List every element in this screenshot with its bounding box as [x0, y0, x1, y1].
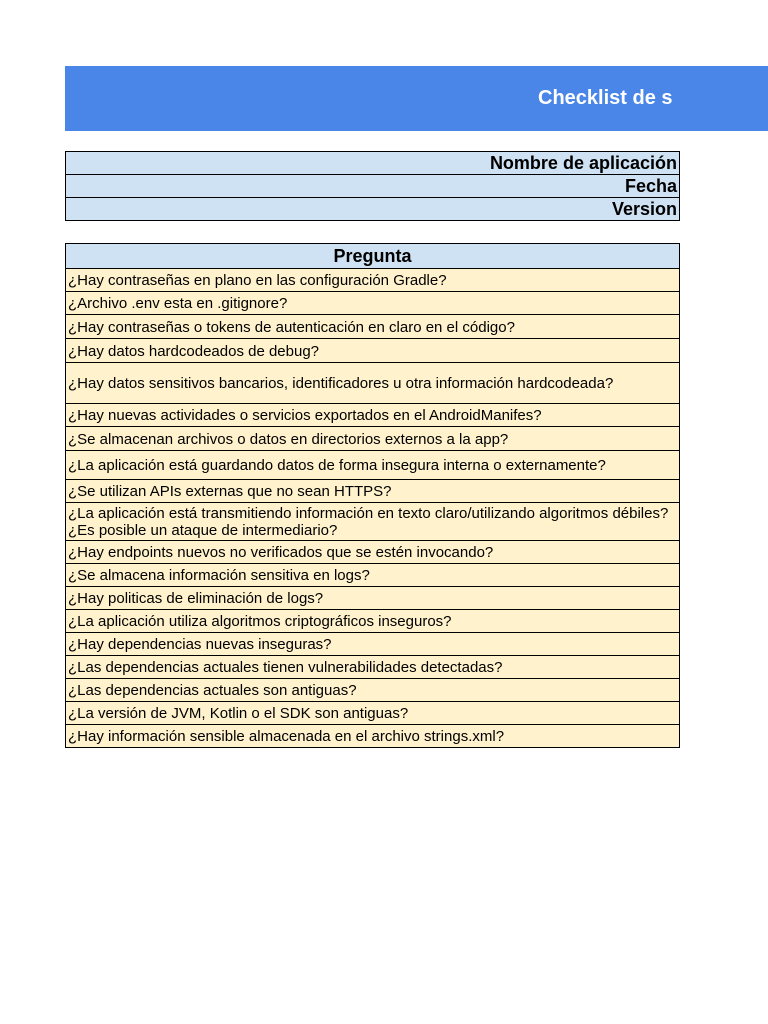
table-row	[66, 656, 680, 679]
table-row	[66, 269, 680, 292]
table-row	[66, 541, 680, 564]
table-row	[66, 503, 680, 541]
sheet-title: Checklist de s	[538, 87, 673, 109]
question-cell: ¿La aplicación está guardando datos de forma insegura interna o externamente?	[66, 451, 680, 480]
info-row-date	[66, 175, 680, 198]
info-label-date: Fecha	[66, 175, 680, 198]
table-row	[66, 480, 680, 503]
question-cell: ¿Las dependencias actuales tienen vulnerabilidades detectadas?	[66, 656, 680, 679]
question-cell: ¿Hay contraseñas en plano en las configuración Gradle?	[66, 269, 680, 292]
question-cell: ¿La aplicación está transmitiendo información en texto claro/utilizando algoritmos débiles? ¿Es posible un ataque de intermediario?	[66, 503, 680, 541]
question-cell: ¿Las dependencias actuales son antiguas?	[66, 679, 680, 702]
title-banner	[65, 66, 768, 131]
question-cell: ¿Hay información sensible almacenada en el archivo strings.xml?	[66, 725, 680, 748]
question-cell: ¿Hay dependencias nuevas inseguras?	[66, 633, 680, 656]
table-row	[66, 725, 680, 748]
question-cell: ¿Hay politicas de eliminación de logs?	[66, 587, 680, 610]
question-cell: ¿Archivo .env esta en .gitignore?	[66, 292, 680, 315]
question-cell: ¿Hay datos hardcodeados de debug?	[66, 339, 680, 363]
questions-table	[65, 243, 680, 748]
table-row	[66, 587, 680, 610]
question-cell: ¿Hay datos sensitivos bancarios, identificadores u otra información hardcodeada?	[66, 363, 680, 404]
questions-header: Pregunta	[66, 244, 680, 269]
table-row	[66, 702, 680, 725]
table-row	[66, 292, 680, 315]
table-row	[66, 339, 680, 363]
table-row	[66, 315, 680, 339]
table-row	[66, 404, 680, 427]
question-cell: ¿Hay contraseñas o tokens de autenticación en claro en el código?	[66, 315, 680, 339]
table-row	[66, 427, 680, 451]
question-cell: ¿Hay endpoints nuevos no verificados que se estén invocando?	[66, 541, 680, 564]
info-row-app-name	[66, 152, 680, 175]
table-row	[66, 633, 680, 656]
question-cell: ¿Se utilizan APIs externas que no sean HTTPS?	[66, 480, 680, 503]
question-cell: ¿Se almacena información sensitiva en logs?	[66, 564, 680, 587]
info-row-version	[66, 198, 680, 221]
question-cell: ¿La aplicación utiliza algoritmos criptográficos inseguros?	[66, 610, 680, 633]
questions-header-row	[66, 244, 680, 269]
table-row	[66, 451, 680, 480]
question-cell: ¿Hay nuevas actividades o servicios exportados en el AndroidManifes?	[66, 404, 680, 427]
table-row	[66, 363, 680, 404]
info-label-version: Version	[66, 198, 680, 221]
table-row	[66, 564, 680, 587]
table-row	[66, 610, 680, 633]
table-row	[66, 679, 680, 702]
question-cell: ¿La versión de JVM, Kotlin o el SDK son antiguas?	[66, 702, 680, 725]
info-label-app-name: Nombre de aplicación	[66, 152, 680, 175]
info-table	[65, 151, 680, 221]
question-cell: ¿Se almacenan archivos o datos en directorios externos a la app?	[66, 427, 680, 451]
